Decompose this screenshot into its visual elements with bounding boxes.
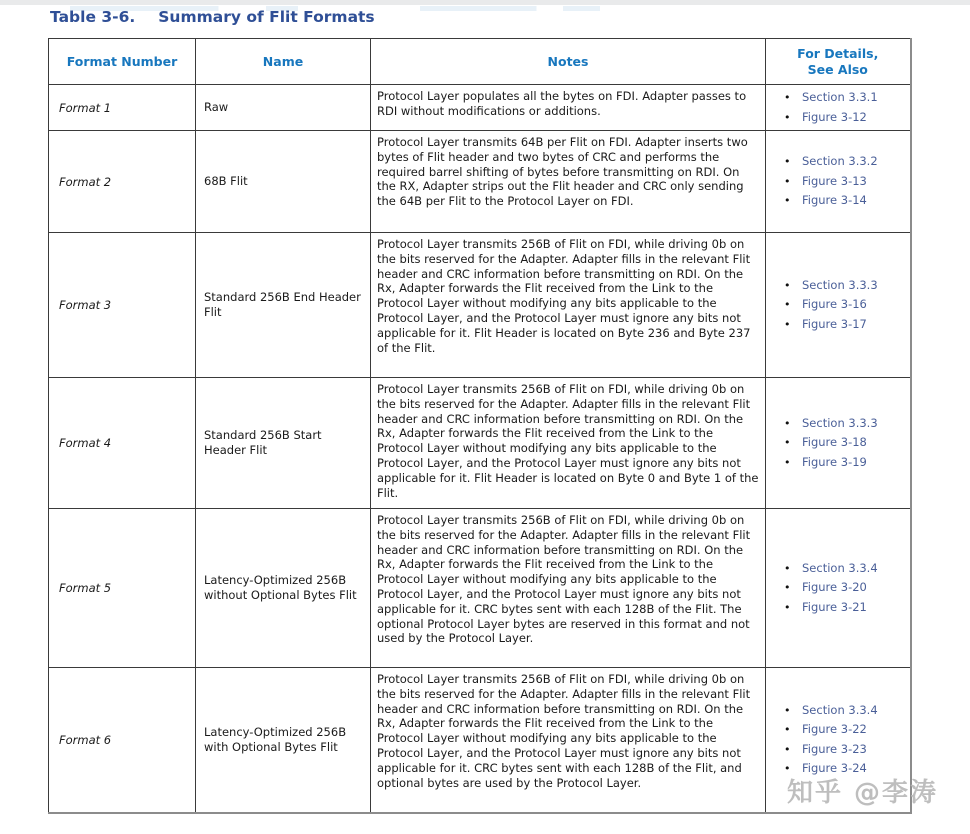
cross-reference-link[interactable]: Section 3.3.4 — [802, 702, 878, 717]
list-item — [784, 598, 908, 618]
cell-notes: Protocol Layer transmits 64B per Flit on FDI. Adapter inserts two bytes of Flit header and two bytes of CRC and performs the required barrel shifting of bytes before transmitting on RDI. On the RX, Adapter strips out the Flit header and CRC only sending the 64B per Flit to the Protocol Layer on FDI. — [371, 131, 766, 233]
bullet-icon: • — [784, 581, 791, 595]
table-row — [49, 85, 911, 131]
cross-reference-link[interactable]: Figure 3-16 — [802, 297, 867, 312]
header-format-number: Format Number — [49, 39, 196, 85]
bullet-icon: • — [784, 703, 791, 717]
bullet-icon: • — [784, 416, 791, 430]
cell-format-number: Format 6 — [49, 668, 196, 813]
cell-format-number: Format 2 — [49, 131, 196, 233]
cross-reference-link[interactable]: Section 3.3.4 — [802, 560, 878, 575]
list-item — [784, 559, 908, 579]
table-caption-number: Table 3-6. — [50, 8, 136, 26]
list-item — [784, 453, 908, 473]
list-item — [784, 720, 908, 740]
list-item — [784, 88, 908, 108]
list-item — [784, 191, 908, 211]
header-for-details-line1: For Details, — [797, 45, 879, 61]
cross-reference-link[interactable]: Figure 3-12 — [802, 109, 867, 124]
table-row — [49, 378, 911, 509]
cross-reference-link[interactable]: Section 3.3.1 — [802, 89, 878, 104]
list-item — [784, 152, 908, 172]
cross-reference-link[interactable]: Section 3.3.3 — [802, 415, 878, 430]
table-row — [49, 233, 911, 378]
cross-reference-link[interactable]: Figure 3-18 — [802, 435, 867, 450]
table-row — [49, 668, 911, 813]
bullet-icon: • — [784, 110, 791, 124]
list-item — [784, 108, 908, 128]
flit-formats-table — [48, 38, 912, 814]
table-row — [49, 509, 911, 668]
cell-name: Standard 256B End Header Flit — [196, 233, 371, 378]
bullet-icon: • — [784, 194, 791, 208]
list-item — [784, 276, 908, 296]
cross-reference-link[interactable]: Figure 3-20 — [802, 580, 867, 595]
table-caption — [50, 8, 375, 26]
bullet-icon: • — [784, 298, 791, 312]
cell-see-also — [766, 85, 911, 131]
top-edge-strip — [0, 0, 970, 5]
bullet-icon: • — [784, 155, 791, 169]
cell-notes: Protocol Layer transmits 256B of Flit on FDI, while driving 0b on the bits reserved for the Adapter. Adapter fills in the relevant Flit header and CRC information before transmitting on RDI. On the Rx, Adapter forwards the Flit received from the Link to the Protocol Layer without modifying any bits applicable to the Protocol Layer, and the Protocol Layer must ignore any bits not applicable for it. CRC bytes sent with each 128B of the Flit, and optional bytes are used by the Protocol Layer. — [371, 668, 766, 813]
list-item — [784, 172, 908, 192]
table-header-row — [49, 39, 911, 85]
cell-name: Latency-Optimized 256B without Optional Bytes Flit — [196, 509, 371, 668]
cell-see-also — [766, 509, 911, 668]
zhihu-watermark: 知乎 @李涛 — [787, 778, 939, 808]
cross-reference-link[interactable]: Figure 3-24 — [802, 761, 867, 776]
bullet-icon: • — [784, 742, 791, 756]
list-item — [784, 315, 908, 335]
list-item — [784, 701, 908, 721]
cross-reference-link[interactable]: Figure 3-13 — [802, 173, 867, 188]
cell-name: Raw — [196, 85, 371, 131]
bullet-icon: • — [784, 600, 791, 614]
list-item — [784, 414, 908, 434]
cell-name: Standard 256B Start Header Flit — [196, 378, 371, 509]
cross-reference-link[interactable]: Section 3.3.2 — [802, 154, 878, 169]
list-item — [784, 433, 908, 453]
bullet-icon: • — [784, 762, 791, 776]
list-item — [784, 578, 908, 598]
bullet-icon: • — [784, 90, 791, 104]
header-name: Name — [196, 39, 371, 85]
bullet-icon: • — [784, 455, 791, 469]
bullet-icon: • — [784, 317, 791, 331]
cell-format-number: Format 5 — [49, 509, 196, 668]
list-item — [784, 295, 908, 315]
cell-notes: Protocol Layer transmits 256B of Flit on FDI, while driving 0b on the bits reserved for the Adapter. Adapter fills in the relevant Flit header and CRC information before transmitting on RDI. On the Rx, Adapter forwards the Flit received from the Link to the Protocol Layer without modifying any bits applicable to the Protocol Layer, and the Protocol Layer must ignore any bits not applicable for it. Flit Header is located on Byte 236 and Byte 237 of the Flit. — [371, 233, 766, 378]
bullet-icon: • — [784, 561, 791, 575]
bullet-icon: • — [784, 278, 791, 292]
table-caption-text: Summary of Flit Formats — [158, 8, 375, 26]
cross-reference-link[interactable]: Figure 3-14 — [802, 193, 867, 208]
cell-format-number: Format 4 — [49, 378, 196, 509]
list-item — [784, 740, 908, 760]
cross-reference-link[interactable]: Figure 3-23 — [802, 741, 867, 756]
cell-see-also — [766, 378, 911, 509]
table-row — [49, 131, 911, 233]
cell-see-also — [766, 131, 911, 233]
cross-reference-link[interactable]: Figure 3-19 — [802, 454, 867, 469]
cell-name: 68B Flit — [196, 131, 371, 233]
header-for-details — [766, 39, 911, 85]
cell-notes: Protocol Layer transmits 256B of Flit on FDI, while driving 0b on the bits reserved for the Adapter. Adapter fills in the relevant Flit header and CRC information before transmitting on RDI. On the Rx, Adapter forwards the Flit received from the Link to the Protocol Layer without modifying any bits applicable to the Protocol Layer, and the Protocol Layer must ignore any bits not applicable for it. Flit Header is located on Byte 0 and Byte 1 of the Flit. — [371, 378, 766, 509]
bullet-icon: • — [784, 436, 791, 450]
header-notes: Notes — [371, 39, 766, 85]
cell-notes: Protocol Layer populates all the bytes on FDI. Adapter passes to RDI without modifications or additions. — [371, 85, 766, 131]
cross-reference-link[interactable]: Figure 3-17 — [802, 316, 867, 331]
bullet-icon: • — [784, 174, 791, 188]
cross-reference-link[interactable]: Figure 3-21 — [802, 599, 867, 614]
cell-see-also — [766, 233, 911, 378]
cross-reference-link[interactable]: Section 3.3.3 — [802, 277, 878, 292]
cell-notes: Protocol Layer transmits 256B of Flit on FDI, while driving 0b on the bits reserved for the Adapter. Adapter fills in the relevant Flit header and CRC information before transmitting on RDI. On the Rx, Adapter forwards the Flit received from the Link to the Protocol Layer without modifying any bits applicable to the Protocol Layer, and the Protocol Layer must ignore any bits not applicable for it. CRC bytes sent with each 128B of the Flit. The optional Protocol Layer bytes are reserved in this format and not used by the Protocol Layer. — [371, 509, 766, 668]
cross-reference-link[interactable]: Figure 3-22 — [802, 722, 867, 737]
cell-format-number: Format 3 — [49, 233, 196, 378]
cell-format-number: Format 1 — [49, 85, 196, 131]
cell-name: Latency-Optimized 256B with Optional Bytes Flit — [196, 668, 371, 813]
bullet-icon: • — [784, 723, 791, 737]
header-for-details-line2: See Also — [807, 61, 868, 77]
